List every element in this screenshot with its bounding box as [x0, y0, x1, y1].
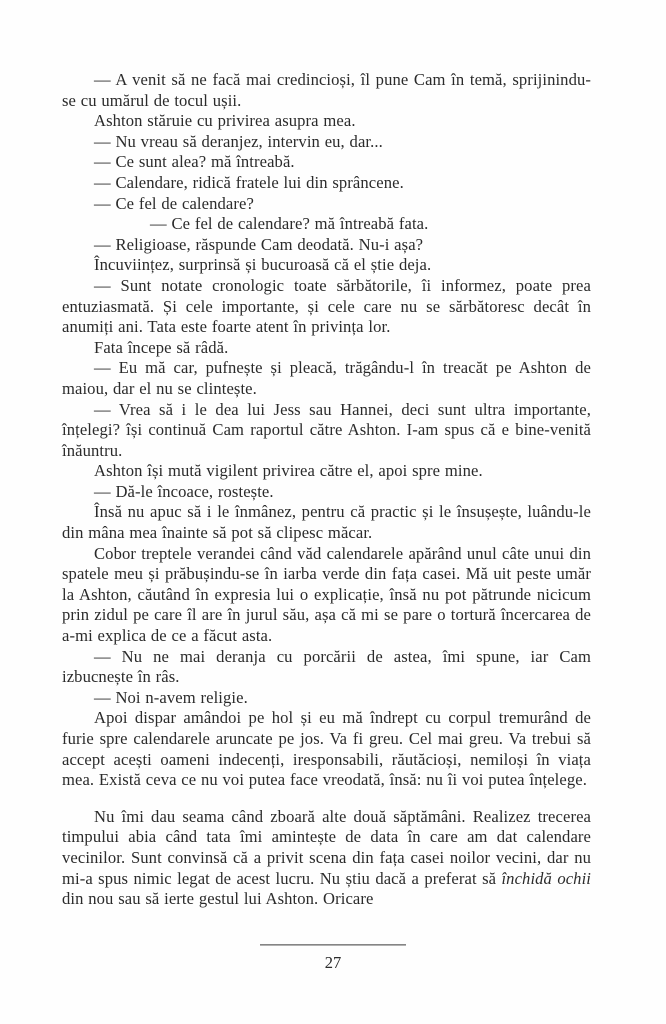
paragraph: Ashton stăruie cu privirea asupra mea.: [94, 111, 356, 131]
paragraph: Încuviințez, surprinsă și bucuroasă că el știe deja.: [94, 255, 432, 275]
paragraph: — Calendare, ridică fratele lui din sprâncene.: [94, 172, 404, 192]
paragraph: — Nu vreau să deranjez, intervin eu, dar...: [94, 131, 383, 151]
paragraph: — Eu mă car, pufnește și pleacă, trăgându-l în treacăt pe Ashton de maiou, dar el nu se clintește.: [62, 358, 591, 398]
paragraph: — Sunt notate cronologic toate sărbătorile, îi informez, poate prea entuziasmată. Și cele importante, și cele care nu se sărbătoresc decât în anumiți ani. Tata este foarte atent în privința lor.: [62, 275, 591, 337]
paragraph: Fata începe să râdă.: [94, 337, 229, 357]
paragraph: Nu îmi dau seama când zboară alte două săptămâni. Realizez trecerea timpului abia când tata îmi amintește de data în care am dat calendare vecinilor. Sunt convinsă că a privit scena din fața casei noilor vecini, dar nu mi-a spus nimic legat de acest lucru. Nu știu dacă a preferat să închidă ochii din nou sau să ierte gestul lui Ashton. Oricare: [62, 806, 591, 909]
paragraph: — Noi n-avem religie.: [94, 687, 248, 707]
page-number: 27: [324, 953, 342, 972]
paragraph: — Ce sunt alea? mă întreabă.: [94, 152, 295, 172]
paragraph: Apoi dispar amândoi pe hol și eu mă îndrept cu corpul tremurând de furie spre calendarele aruncate pe jos. Va fi greu. Cel mai greu. Va trebui să accept acești oameni indecenți, iresponsabili, răutăcioși, nemiloși în viața mea. Există ceva ce nu voi putea face vreodată, însă: nu îi voi putea înțelege.: [62, 708, 591, 790]
paragraph: — Ce fel de calendare? mă întreabă fata.: [150, 214, 429, 234]
paragraph: — Vrea să i le dea lui Jess sau Hannei, deci sunt ultra importante, înțelegi? își continuă Cam raportul către Ashton. I-am spus că e bine-venită înăuntru.: [62, 399, 591, 460]
paragraph: — A venit să ne facă mai credincioși, îl pune Cam în temă, sprijinindu-se cu umărul de tocul ușii.: [62, 70, 591, 110]
paragraph: — Dă-le încoace, rostește.: [94, 481, 274, 501]
page-footer: [0, 944, 666, 973]
text-block: [62, 70, 591, 910]
paragraph: Însă nu apuc să i le înmânez, pentru că practic și le însușește, luându-le din mâna mea înainte să pot să clipesc măcar.: [62, 502, 591, 543]
paragraph: Ashton își mută vigilent privirea către el, apoi spre mine.: [94, 461, 483, 481]
paragraph: Cobor treptele verandei când văd calendarele apărând unul câte unui din spatele meu și prăbușindu-se în iarba verde din fața casei. Mă uit peste umăr la Ashton, căutând în expresia lui o explicație, însă nu pot pătrunde nicicum prin zidul pe care îl are în jurul său, așa că mi se pare o tortură încercarea de a-mi explica de ce a făcut asta.: [62, 543, 591, 646]
paragraph: — Nu ne mai deranja cu porcării de astea, îmi spune, iar Cam izbucnește în râs.: [62, 646, 591, 687]
footer-rule: [260, 944, 406, 946]
paragraph: — Ce fel de calendare?: [94, 193, 254, 213]
italic-phrase: închidă ochii: [501, 868, 591, 888]
paragraph: — Religioase, răspunde Cam deodată. Nu-i așa?: [94, 234, 424, 254]
